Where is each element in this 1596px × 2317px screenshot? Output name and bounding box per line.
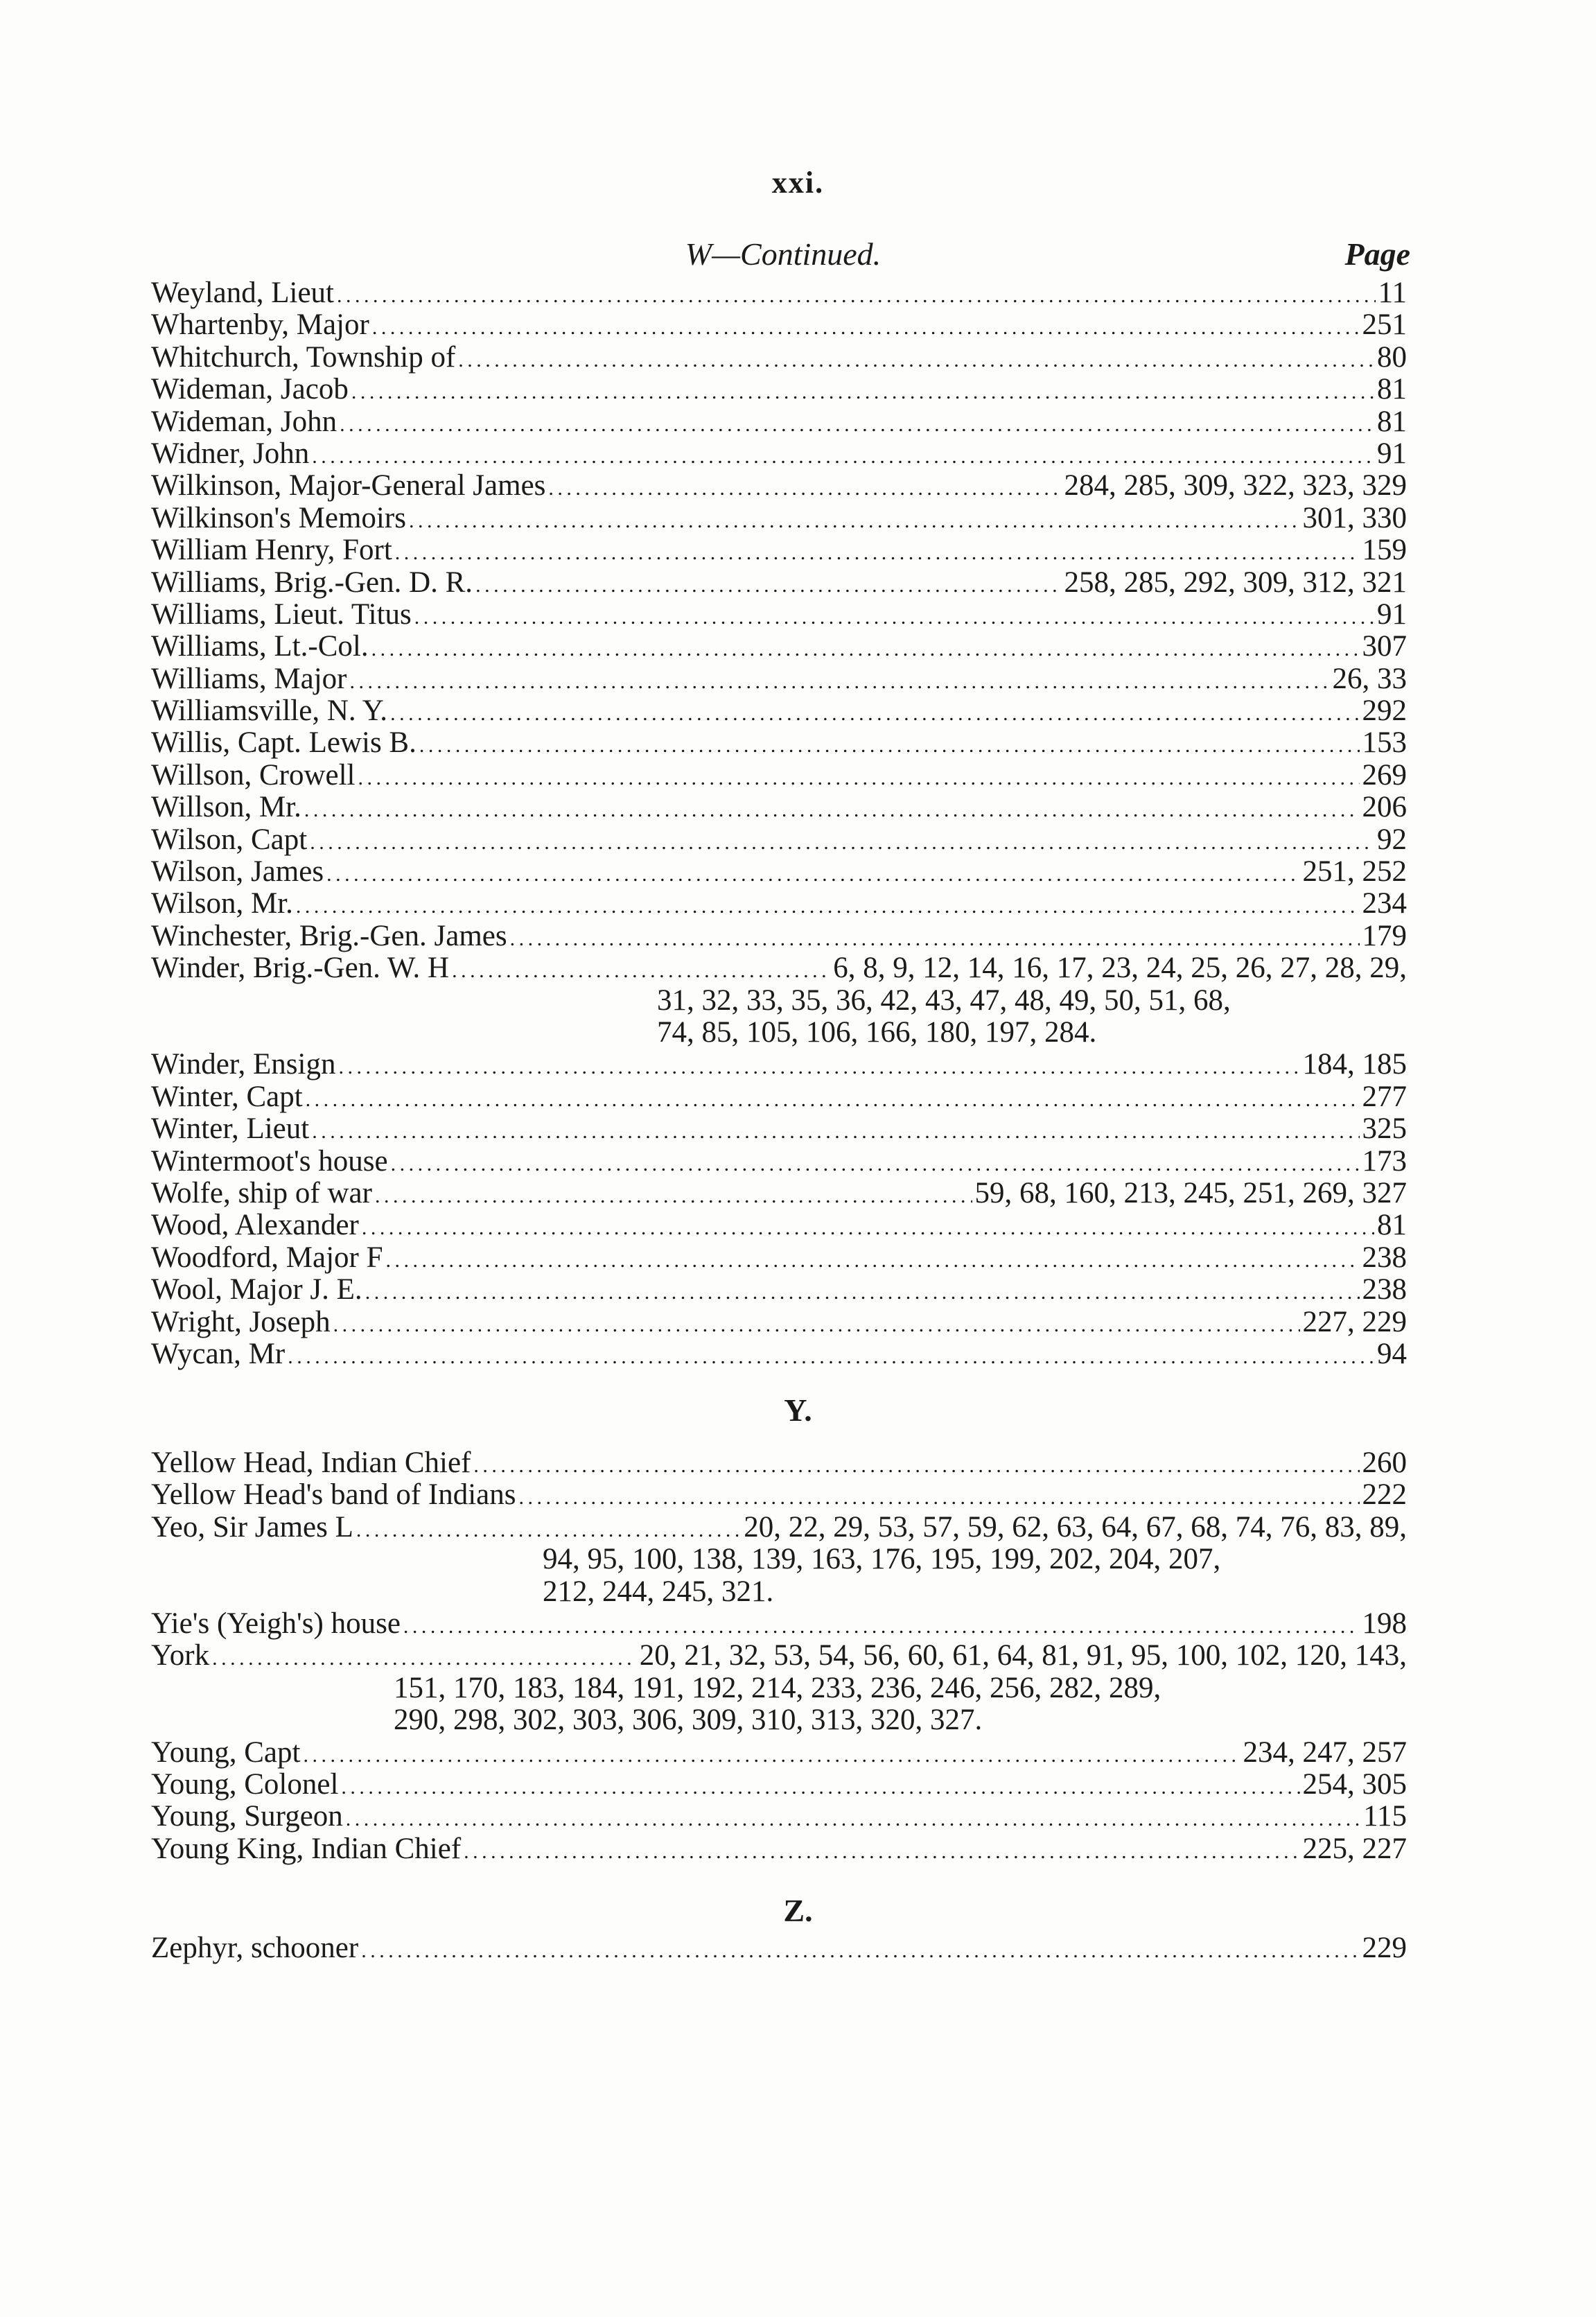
entry-pages: 251, 252 [1302, 855, 1407, 889]
entry-name: Whartenby, Major [151, 308, 369, 342]
entry-pages: 325 [1362, 1112, 1407, 1146]
entry-pages: 277 [1362, 1080, 1407, 1113]
page-column-label: Page [1344, 236, 1410, 272]
entry-line [151, 631, 1407, 663]
dot-leader [365, 1274, 1360, 1306]
entry-name: Woodford, Major F [151, 1241, 383, 1274]
entry-pages: 269 [1362, 758, 1407, 792]
entry-line [151, 567, 1407, 599]
entry-line [151, 888, 1407, 920]
entry-pages: 6, 8, 9, 12, 14, 16, 17, 23, 24, 25, 26, 27, 28, 29, [833, 952, 1407, 985]
dot-leader [337, 277, 1376, 309]
index-entry [151, 1608, 1407, 1640]
dot-leader [303, 1737, 1240, 1769]
dot-leader [310, 824, 1374, 856]
index-entry [151, 470, 1407, 502]
entry-line [151, 1608, 1407, 1640]
entry-pages-continuation: 151, 170, 183, 184, 191, 192, 214, 233, 236, 246, 256, 282, 289, [394, 1671, 1161, 1704]
entry-name: Wilson, Mr. [151, 887, 293, 920]
entry-pages: 159 [1362, 534, 1407, 567]
index-entry [151, 309, 1407, 341]
entry-name: Willson, Mr. [151, 791, 301, 824]
entry-pages: 94 [1377, 1337, 1407, 1370]
column-title: W—Continued. [685, 236, 882, 272]
entry-name: William Henry, Fort [151, 534, 392, 567]
entry-line [151, 952, 1407, 984]
dot-leader [351, 374, 1374, 405]
entry-line [151, 309, 1407, 341]
entry-line [151, 760, 1407, 792]
entry-pages: 254, 305 [1302, 1767, 1407, 1801]
entry-line [151, 695, 1407, 727]
index-entry [151, 1932, 1407, 1964]
dot-leader [395, 534, 1360, 566]
entry-line [151, 1512, 1407, 1544]
dot-leader [458, 342, 1374, 374]
dot-leader [356, 1512, 741, 1544]
entry-line [151, 1274, 1407, 1306]
index-entry [151, 1178, 1407, 1209]
entry-name: Wintermoot's house [151, 1144, 388, 1178]
entry-name: Yeo, Sir James L [151, 1510, 353, 1544]
entry-name: Wideman, John [151, 405, 337, 438]
index-entry [151, 695, 1407, 727]
index-entry [151, 1338, 1407, 1370]
index-entry [151, 599, 1407, 631]
index-entry [151, 1146, 1407, 1178]
dot-leader [346, 1801, 1360, 1833]
letter-heading-y: Y. [784, 1392, 812, 1428]
index-entry [151, 1274, 1407, 1306]
dot-leader [212, 1640, 637, 1672]
index-entry [151, 631, 1407, 663]
entry-name: Yie's (Yeigh's) house [151, 1607, 401, 1640]
index-entry [151, 1447, 1407, 1479]
column-header [156, 236, 1410, 277]
entry-line [151, 1833, 1407, 1865]
index-entry [151, 1209, 1407, 1241]
index-entry [151, 1801, 1407, 1833]
entry-line [151, 1769, 1407, 1801]
entry-name: Widner, John [151, 437, 310, 470]
entry-line [151, 599, 1407, 631]
entry-name: Winchester, Brig.-Gen. James [151, 919, 507, 952]
entry-name: Wright, Joseph [151, 1305, 331, 1338]
entry-name: York [151, 1639, 210, 1672]
entry-pages: 234 [1362, 887, 1407, 920]
dot-leader [340, 406, 1374, 438]
entry-line [151, 1209, 1407, 1241]
index-entry [151, 888, 1407, 920]
entry-line [151, 1146, 1407, 1178]
dot-leader [350, 663, 1330, 695]
entry-line [151, 1479, 1407, 1511]
entry-pages: 80 [1377, 340, 1407, 374]
entry-name: Williams, Brig.-Gen. D. R. [151, 566, 473, 599]
entry-name: Young, Capt [151, 1735, 301, 1769]
index-entry [151, 1081, 1407, 1113]
entry-pages-continuation: 290, 298, 302, 303, 306, 309, 310, 313, 320, 327. [394, 1704, 983, 1737]
entry-pages: 227, 229 [1302, 1305, 1407, 1338]
entry-line [151, 824, 1407, 856]
entry-pages: 184, 185 [1302, 1048, 1407, 1081]
index-entry [151, 856, 1407, 888]
entry-pages: 20, 21, 32, 53, 54, 56, 60, 61, 64, 81, 91, 95, 100, 102, 120, 143, [639, 1639, 1407, 1672]
entry-name: Wilkinson's Memoirs [151, 501, 406, 534]
index-entry [151, 824, 1407, 856]
dot-leader [518, 1479, 1359, 1511]
entry-line [151, 438, 1407, 470]
dot-leader [358, 760, 1359, 792]
entry-pages: 92 [1377, 823, 1407, 856]
dot-leader [306, 1081, 1360, 1113]
index-entry [151, 502, 1407, 534]
entry-name: Winder, Brig.-Gen. W. H [151, 952, 450, 985]
entry-pages: 26, 33 [1332, 662, 1407, 695]
entry-pages: 292 [1362, 694, 1407, 728]
index-entry [151, 1049, 1407, 1081]
entry-pages-continuation: 74, 85, 105, 106, 166, 180, 197, 284. [657, 1015, 1097, 1049]
dot-leader [409, 502, 1300, 534]
entry-pages-continuation: 212, 244, 245, 321. [543, 1575, 774, 1608]
dot-leader [304, 792, 1360, 823]
entry-line [151, 502, 1407, 534]
entry-pages: 307 [1362, 630, 1407, 663]
dot-leader [362, 1209, 1374, 1241]
entry-pages: 238 [1362, 1241, 1407, 1274]
entry-pages: 198 [1362, 1607, 1407, 1640]
entry-name: Williams, Lt.-Col. [151, 630, 369, 663]
entry-name: Willson, Crowell [151, 758, 356, 792]
entry-name: Wood, Alexander [151, 1209, 359, 1242]
entry-name: Winder, Ensign [151, 1048, 336, 1081]
entry-name: Willis, Capt. Lewis B. [151, 726, 416, 760]
index-entry [151, 1512, 1407, 1608]
letter-heading-z: Z. [783, 1893, 813, 1928]
entry-pages: 59, 68, 160, 213, 245, 251, 269, 327 [974, 1176, 1407, 1209]
entry-pages: 179 [1362, 919, 1407, 952]
entry-pages: 301, 330 [1302, 501, 1407, 534]
index-entry [151, 1640, 1407, 1736]
entry-line [151, 1049, 1407, 1081]
entry-pages: 173 [1362, 1144, 1407, 1178]
entry-pages: 229 [1362, 1932, 1407, 1964]
index-entry [151, 406, 1407, 438]
entry-line [151, 663, 1407, 695]
entry-name: Whitchurch, Township of [151, 340, 456, 374]
dot-leader [452, 952, 830, 984]
entry-line [151, 1242, 1407, 1274]
entry-pages: 251 [1362, 308, 1407, 342]
entry-pages: 260 [1362, 1446, 1407, 1479]
dot-leader [312, 1113, 1359, 1145]
entry-name: Yellow Head, Indian Chief [151, 1446, 471, 1479]
entry-name: Yellow Head's band of Indians [151, 1478, 516, 1512]
entry-name: Winter, Capt [151, 1080, 303, 1113]
entry-pages: 258, 285, 292, 309, 312, 321 [1064, 566, 1407, 599]
entry-name: Wilson, Capt [151, 823, 308, 856]
entry-pages: 206 [1362, 791, 1407, 824]
entry-name: Wilson, James [151, 855, 324, 889]
index-entry [151, 952, 1407, 1049]
entry-line [151, 1737, 1407, 1769]
entry-line [151, 1081, 1407, 1113]
dot-leader [361, 1932, 1359, 1964]
dot-leader [341, 1769, 1299, 1801]
entry-line [151, 856, 1407, 888]
entry-line [151, 920, 1407, 952]
entry-line [151, 1178, 1407, 1209]
index-entry [151, 342, 1407, 374]
dot-leader [338, 1049, 1299, 1081]
index-entry [151, 1833, 1407, 1865]
page-number: xxi. [771, 166, 825, 200]
entry-line [151, 727, 1407, 759]
index-entry [151, 534, 1407, 566]
entry-name: Williamsville, N. Y. [151, 694, 388, 728]
dot-leader [548, 470, 1061, 502]
entry-line [151, 792, 1407, 823]
entry-name: Zephyr, schooner [151, 1932, 359, 1964]
index-entry [151, 277, 1407, 309]
index-entry [151, 438, 1407, 470]
dot-leader [296, 888, 1360, 920]
dot-leader [419, 727, 1360, 759]
dot-leader [473, 1447, 1359, 1479]
dot-leader [288, 1338, 1374, 1370]
dot-leader [391, 1146, 1360, 1178]
index-entry [151, 1737, 1407, 1769]
index-entry [151, 663, 1407, 695]
section-y [151, 1447, 1407, 1865]
section-z [151, 1932, 1407, 1964]
dot-leader [372, 309, 1360, 341]
entry-pages: 234, 247, 257 [1243, 1735, 1407, 1769]
index-entry [151, 1769, 1407, 1801]
entry-line [151, 1338, 1407, 1370]
entry-pages: 238 [1362, 1273, 1407, 1306]
entry-pages-continuation: 94, 95, 100, 138, 139, 163, 176, 195, 199, 202, 204, 207, [543, 1543, 1221, 1576]
entry-pages: 11 [1378, 277, 1407, 309]
index-entry [151, 1113, 1407, 1145]
entry-line [151, 534, 1407, 566]
index-entry [151, 1306, 1407, 1338]
entry-line [151, 374, 1407, 405]
dot-leader [375, 1178, 972, 1209]
entry-pages: 81 [1377, 373, 1407, 406]
index-entry [151, 792, 1407, 823]
entry-line [151, 1801, 1407, 1833]
dot-leader [386, 1242, 1360, 1274]
entry-name: Winter, Lieut [151, 1112, 310, 1146]
entry-pages: 20, 22, 29, 53, 57, 59, 62, 63, 64, 67, 68, 74, 76, 83, 89, [744, 1510, 1407, 1544]
entry-name: Young, Colonel [151, 1767, 339, 1801]
dot-leader [333, 1306, 1300, 1338]
dot-leader [414, 599, 1374, 631]
entry-line [151, 342, 1407, 374]
dot-leader [510, 920, 1360, 952]
index-entry [151, 727, 1407, 759]
section-w [151, 277, 1407, 1370]
entry-line [151, 1306, 1407, 1338]
dot-leader [464, 1833, 1299, 1865]
entry-line [151, 1640, 1407, 1672]
entry-pages: 284, 285, 309, 322, 323, 329 [1064, 469, 1407, 502]
index-entry [151, 920, 1407, 952]
entry-name: Young, Surgeon [151, 1800, 343, 1833]
entry-pages: 81 [1377, 405, 1407, 438]
entry-name: Wideman, Jacob [151, 373, 349, 406]
entry-line [151, 1113, 1407, 1145]
entry-name: Young King, Indian Chief [151, 1832, 462, 1865]
dot-leader [326, 856, 1299, 888]
entry-pages: 91 [1377, 597, 1407, 631]
dot-leader [390, 695, 1359, 727]
dot-leader [403, 1608, 1360, 1640]
dot-leader [475, 567, 1061, 599]
index-entry [151, 1242, 1407, 1274]
entry-pages: 91 [1377, 437, 1407, 470]
entry-pages-continuation: 31, 32, 33, 35, 36, 42, 43, 47, 48, 49, 50, 51, 68, [657, 983, 1231, 1017]
entry-pages: 225, 227 [1302, 1832, 1407, 1865]
entry-pages: 222 [1362, 1478, 1407, 1512]
entry-line [151, 1447, 1407, 1479]
index-entry [151, 1479, 1407, 1511]
entry-name: Wolfe, ship of war [151, 1176, 372, 1209]
dot-leader [312, 438, 1374, 470]
entry-name: Wilkinson, Major-General James [151, 469, 546, 502]
entry-name: Weyland, Lieut [151, 277, 335, 309]
entry-line [151, 470, 1407, 502]
index-entry [151, 760, 1407, 792]
entry-name: Williams, Lieut. Titus [151, 597, 412, 631]
index-entry [151, 374, 1407, 405]
index-entry [151, 567, 1407, 599]
entry-pages: 153 [1362, 726, 1407, 760]
entry-pages: 115 [1363, 1800, 1407, 1833]
entry-pages: 81 [1377, 1209, 1407, 1242]
entry-name: Williams, Major [151, 662, 347, 695]
dot-leader [371, 631, 1360, 663]
entry-line [151, 406, 1407, 438]
entry-name: Wool, Major J. E. [151, 1273, 362, 1306]
entry-line [151, 277, 1407, 309]
entry-line [151, 1932, 1407, 1964]
entry-name: Wycan, Mr [151, 1337, 286, 1370]
